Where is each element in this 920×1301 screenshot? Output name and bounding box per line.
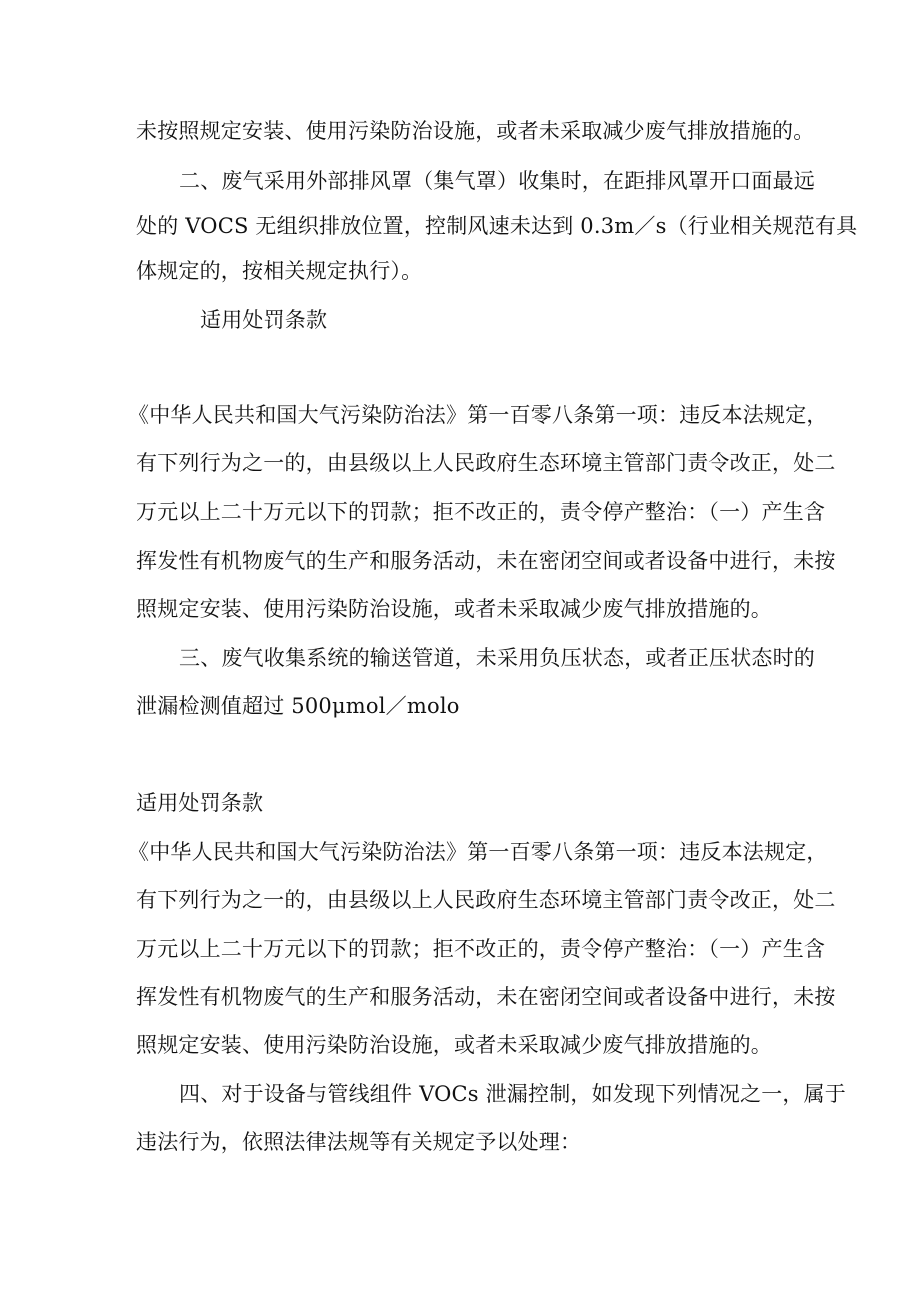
paragraph-line: 未按照规定安装、使用污染防治设施，或者未采取减少废气排放措施的。 — [136, 119, 815, 143]
paragraph-line: 处的 VOCS 无组织排放位置，控制风速未达到 0.3m／s（行业相关规范有具 — [136, 214, 858, 238]
paragraph-line: 万元以上二十万元以下的罚款；拒不改正的，责令停产整治：（一）产生含 — [136, 500, 826, 524]
paragraph-line: 照规定安装、使用污染防治设施，或者未采取减少废气排放措施的。 — [136, 597, 772, 621]
paragraph-line: 体规定的，按相关规定执行）。 — [136, 259, 423, 283]
paragraph-line: 挥发性有机物废气的生产和服务活动，未在密闭空间或者设备中进行，未按 — [136, 549, 836, 573]
penalty-heading: 适用处罚条款 — [200, 308, 328, 332]
paragraph-line: 挥发性有机物废气的生产和服务活动，未在密闭空间或者设备中进行，未按 — [136, 985, 836, 1009]
clause-four-line: 四、对于设备与管线组件 VOCs 泄漏控制，如发现下列情况之一，属于 — [179, 1082, 847, 1106]
penalty-heading: 适用处罚条款 — [136, 791, 264, 815]
law-citation-line: 《中华人民共和国大气污染防治法》第一百零八条第一项：违反本法规定， — [128, 840, 828, 864]
law-citation-line: 《中华人民共和国大气污染防治法》第一百零八条第一项：违反本法规定， — [128, 403, 828, 427]
clause-two-line: 二、废气采用外部排风罩（集气罩）收集时，在距排风罩开口面最远 — [179, 169, 815, 193]
paragraph-line: 违法行为，依照法律法规等有关规定予以处理： — [136, 1130, 582, 1154]
paragraph-line: 有下列行为之一的，由县级以上人民政府生态环境主管部门责令改正，处二 — [136, 451, 836, 475]
paragraph-line: 泄漏检测值超过 500μmol／molo — [136, 694, 460, 718]
paragraph-line: 有下列行为之一的，由县级以上人民政府生态环境主管部门责令改正，处二 — [136, 888, 836, 912]
paragraph-line: 照规定安装、使用污染防治设施，或者未采取减少废气排放措施的。 — [136, 1033, 772, 1057]
paragraph-line: 万元以上二十万元以下的罚款；拒不改正的，责令停产整治：（一）产生含 — [136, 937, 826, 961]
clause-three-line: 三、废气收集系统的输送管道，未采用负压状态，或者正压状态时的 — [179, 646, 815, 670]
